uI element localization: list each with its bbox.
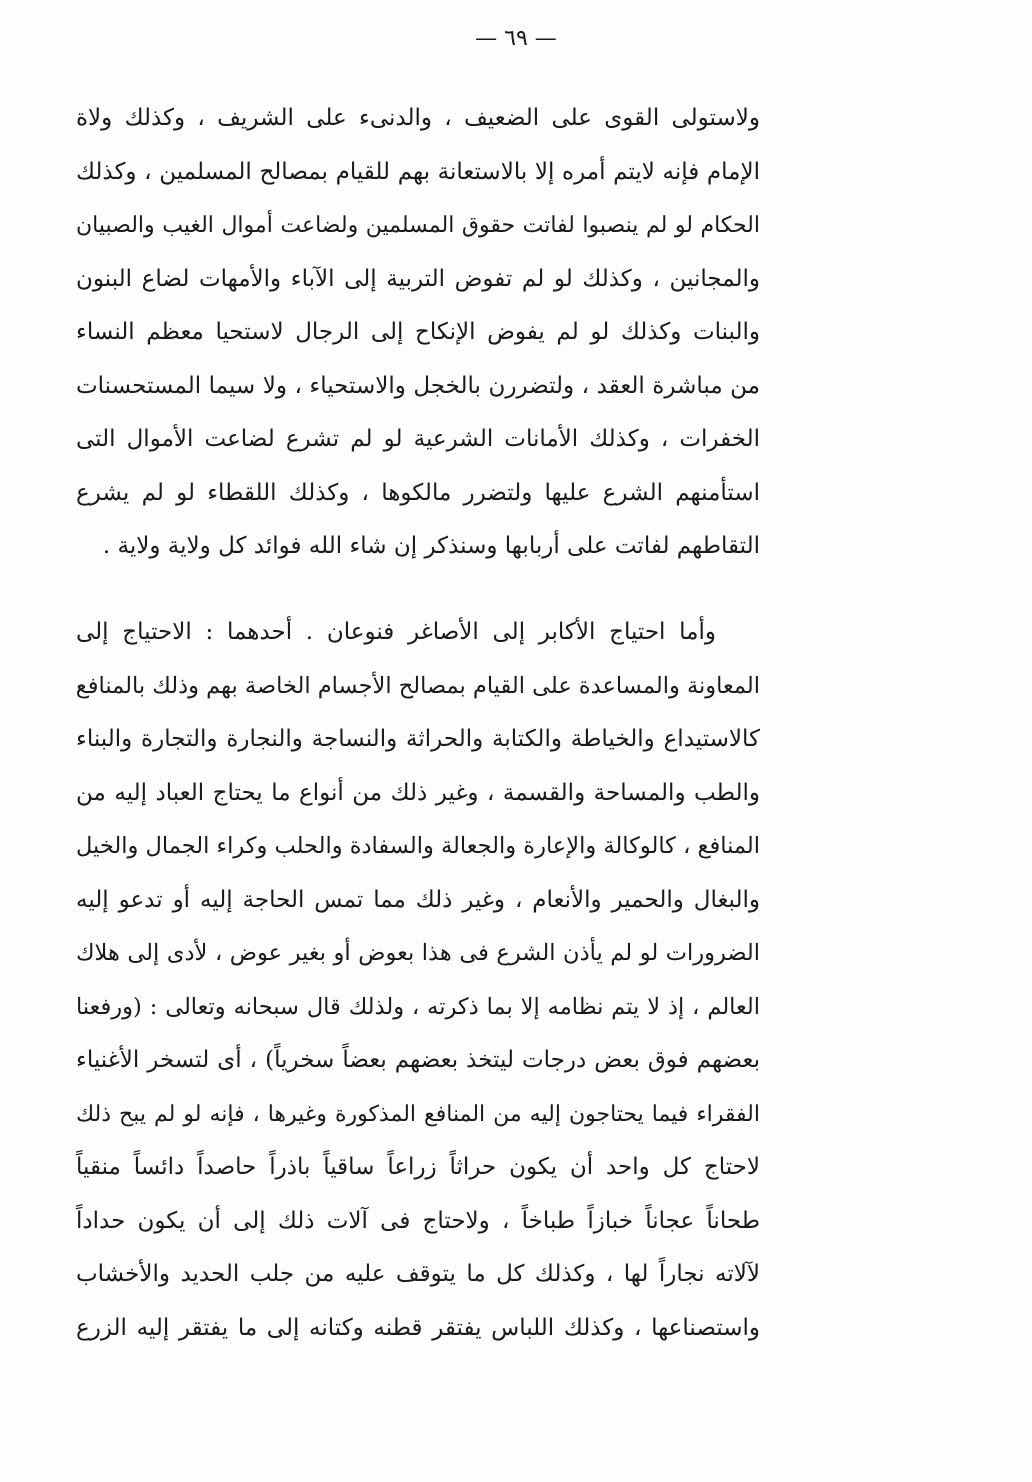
text-line: والبنات وكذلك لو لم يفوض الإنكاح إلى الرجال لاستحيا معظم النساء — [76, 319, 760, 345]
text-line: الحكام لو لم ينصبوا لفاتت حقوق المسلمين ولضاعت أموال الغيب والصبيان — [76, 213, 760, 238]
text-line: المنافع ، كالوكالة والإعارة والجعالة والسفادة والحلب وكراء الجمال والخيل — [76, 833, 760, 859]
paragraph-1 — [76, 92, 760, 574]
text-line: استأمنهم الشرع عليها ولتضرر مالكوها ، وكذلك اللقطاء لو لم يشرع — [76, 479, 760, 506]
text-line: الخفرات ، وكذلك الأمانات الشرعية لو لم تشرع لضاعت الأموال التى — [76, 426, 760, 452]
text-line: طحاناً عجاناً خبازاً طباخاً ، ولاحتاج فى آلات ذلك إلى أن يكون حداداً — [76, 1207, 760, 1234]
text-line: بعضهم فوق بعض درجات ليتخذ بعضهم بعضاً سخرياً) ، أى لتسخر الأغنياء — [76, 1047, 760, 1073]
text-line: الإمام فإنه لايتم أمره إلا بالاستعانة بهم للقيام بمصالح المسلمين ، وكذلك — [76, 158, 760, 185]
text-line: كالاستيداع والخياطة والكتابة والحراثة والنساجة والنجارة والتجارة والبناء — [76, 726, 760, 752]
text-line: من مباشرة العقد ، ولتضررن بالخجل والاستحياء ، ولا سيما المستحسنات — [76, 372, 760, 399]
text-line: والمجانين ، وكذلك لو لم تفوض التربية إلى الآباء والأمهات لضاع البنون — [76, 265, 760, 292]
text-line: لآلاته نجاراً لها ، وكذلك كل ما يتوقف عليه من جلب الحديد والأخشاب — [76, 1261, 760, 1287]
text-line: التقاطهم لفاتت على أربابها وسنذكر إن شاء الله فوائد كل ولاية ولاية . — [102, 533, 760, 559]
text-line: والطب والمساحة والقسمة ، وغير ذلك من أنواع ما يحتاج العباد إليه من — [76, 779, 760, 806]
paragraph-2 — [76, 606, 760, 1355]
page-number: — ٦٩ — — [475, 26, 557, 51]
text-line: المعاونة والمساعدة على القيام بمصالح الأجسام الخاصة بهم وذلك بالمنافع — [76, 672, 760, 699]
text-line: لاحتاج كل واحد أن يكون حراثاً زراعاً ساقياً باذراً حاصداً دائساً منقياً — [76, 1154, 760, 1180]
text-line: العالم ، إذ لا يتم نظامه إلا بما ذكرته ، ولذلك قال سبحانه وتعالى : (ورفعنا — [76, 993, 760, 1020]
text-line: الضرورات لو لم يأذن الشرع فى هذا بعوض أو بغير عوض ، لأدى إلى هلاك — [76, 940, 760, 966]
text-line: واستصناعها ، وكذلك اللباس يفتقر قطنه وكتانه إلى ما يفتقر إليه الزرع — [76, 1314, 760, 1341]
text-line: والبغال والحمير والأنعام ، وغير ذلك مما تمس الحاجة إليه أو تدعو إليه — [76, 886, 760, 913]
text-line: ولاستولى القوى على الضعيف ، والدنىء على الشريف ، وكذلك ولاة — [76, 105, 760, 131]
text-line: وأما احتياج الأكابر إلى الأصاغر فنوعان . أحدهما : الاحتياج إلى — [76, 619, 716, 645]
text-line: الفقراء فيما يحتاجون إليه من المنافع المذكورة وغيرها ، فإنه لو لم يبح ذلك — [76, 1101, 760, 1127]
